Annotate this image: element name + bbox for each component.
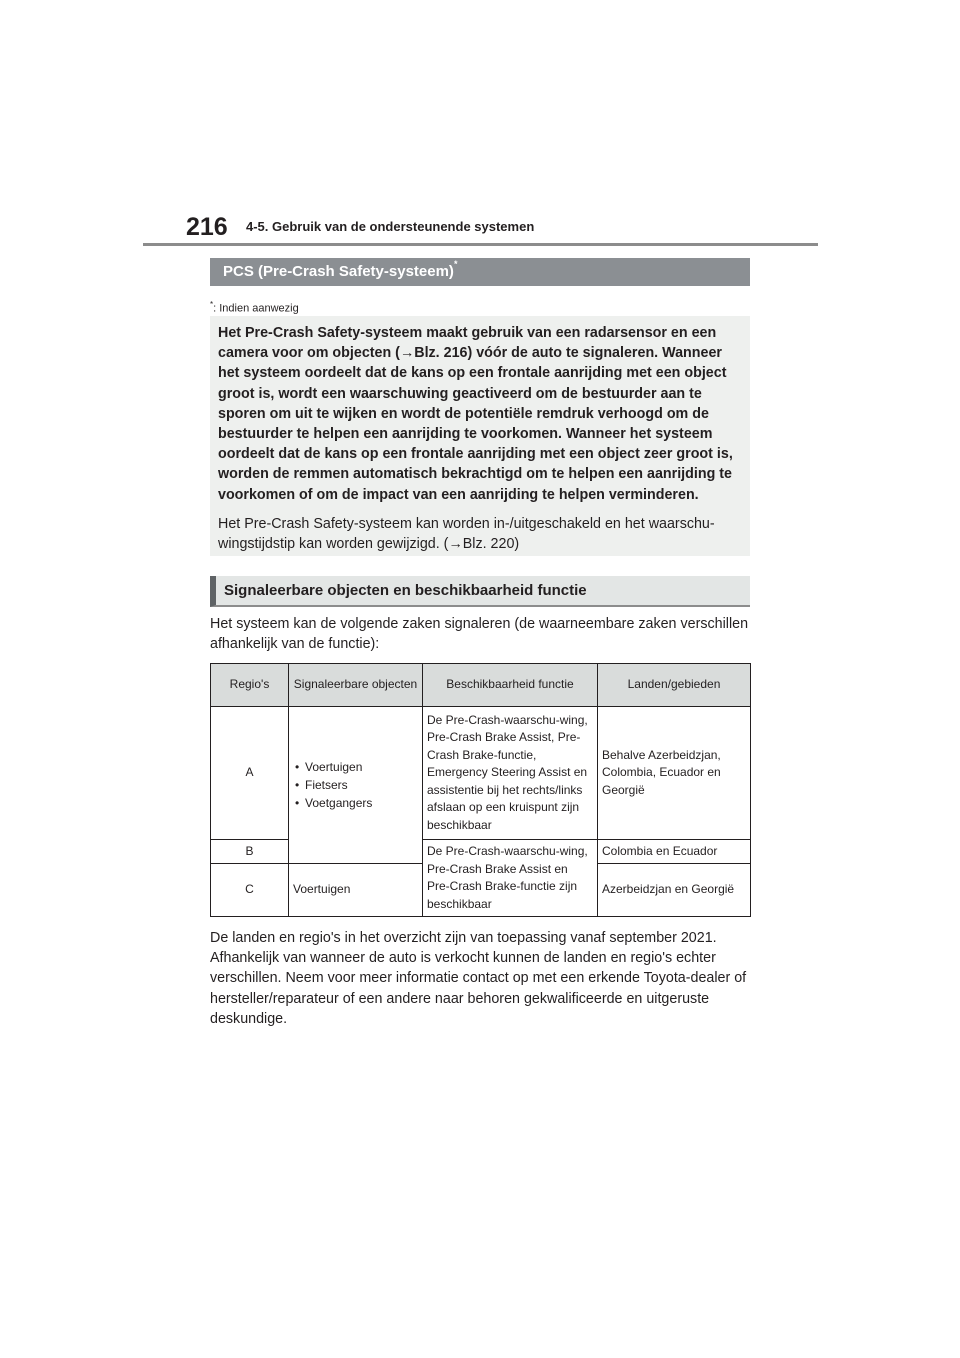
footnote-mark: * xyxy=(210,300,214,309)
intro-bold-paragraph: Het Pre-Crash Safety-systeem maakt gebruik van een radarsensor en een camera voor om objecten (→Blz. 216) vóór de auto te signaleren. Wanneer het systeem oordeelt dat de kans op een frontale aanrijding met een object groot is, wordt een waarschuwing geactiveerd om de bestuurder aan te sporen om uit te wijken en wordt de potentiële remdruk verhoogd om de bestuurder te helpen een aanrijding te voorkomen. Wanneer het systeem oordeelt dat de kans op een frontale aanrijding met een object zeer groot is, worden de remmen automatisch bekrachtigd om te helpen een aanrijding te voorkomen of om de impact van een aanrijding te helpen verminderen. xyxy=(218,325,733,503)
header-countries: Landen/gebieden xyxy=(598,664,751,707)
detection-paragraph: Het systeem kan de volgende zaken signaleren (de waarneembare zaken verschillen afhankelijk van de functie): xyxy=(210,616,749,653)
header-objects: Signaleerbare objecten xyxy=(289,664,423,707)
list-item: • Fietsers xyxy=(295,776,422,794)
header-availability: Beschikbaarheid functie xyxy=(423,664,598,707)
countries-cell-a: Behalve Azerbeidzjan, Colombia, Ecuador en Georgië xyxy=(598,707,751,840)
region-cell-a: A xyxy=(211,707,289,840)
header-divider xyxy=(143,243,818,246)
footnote-text: : Indien aanwezig xyxy=(213,302,299,315)
region-cell-b: B xyxy=(211,840,289,864)
section-title: 4-5. Gebruik van de ondersteunende systemen xyxy=(246,219,535,234)
page-number: 216 xyxy=(186,213,228,241)
intro-box xyxy=(210,316,750,556)
footnote xyxy=(210,298,299,316)
section-heading-text: PCS (Pre-Crash Safety-systeem) xyxy=(223,263,454,280)
header-region: Regio's xyxy=(211,664,289,707)
list-item: • Voertuigen xyxy=(295,758,422,776)
countries-cell-c: Azerbeidzjan en Georgië xyxy=(598,864,751,917)
region-cell-c: C xyxy=(211,864,289,917)
objects-list xyxy=(289,758,422,812)
availability-cell-a: De Pre-Crash-waarschu-wing, Pre-Crash Brake Assist, Pre-Crash Brake-functie, Emergency Steering Assist en assistentie bij het rechts/links afslaan op een kruispunt zijn beschikbaar xyxy=(423,707,598,840)
availability-cell-bc: De Pre-Crash-waarschu-wing, Pre-Crash Brake Assist en Pre-Crash Brake-functie zijn beschikbaar xyxy=(423,840,598,917)
objects-cell-c: Voertuigen xyxy=(289,864,423,917)
detection-table xyxy=(210,663,751,917)
table-row xyxy=(211,707,751,840)
subheading: Signaleerbare objecten en beschikbaarheid functie xyxy=(210,576,750,607)
list-item: • Voetgangers xyxy=(295,794,422,812)
objects-cell-full xyxy=(289,707,423,864)
section-heading-bar xyxy=(210,258,750,286)
table-header-row xyxy=(211,664,751,707)
countries-cell-b: Colombia en Ecuador xyxy=(598,840,751,864)
intro-settings-paragraph: Het Pre-Crash Safety-systeem kan worden in-/uitgeschakeld en het waarschu-wingstijdstip kan worden gewijzigd. (→Blz. 220) xyxy=(218,515,715,553)
validity-paragraph: De landen en regio's in het overzicht zijn van toepassing vanaf september 2021. Afhankelijk van wanneer de auto is verkocht kunnen de landen en regio's echter verschillen. Neem voor meer informatie contact op met een erkende Toyota-dealer of hersteller/reparateur of een andere naar behoren gekwalificeerde en uitgeruste deskundige. xyxy=(210,930,747,1027)
availability-asterisk: * xyxy=(453,259,458,269)
